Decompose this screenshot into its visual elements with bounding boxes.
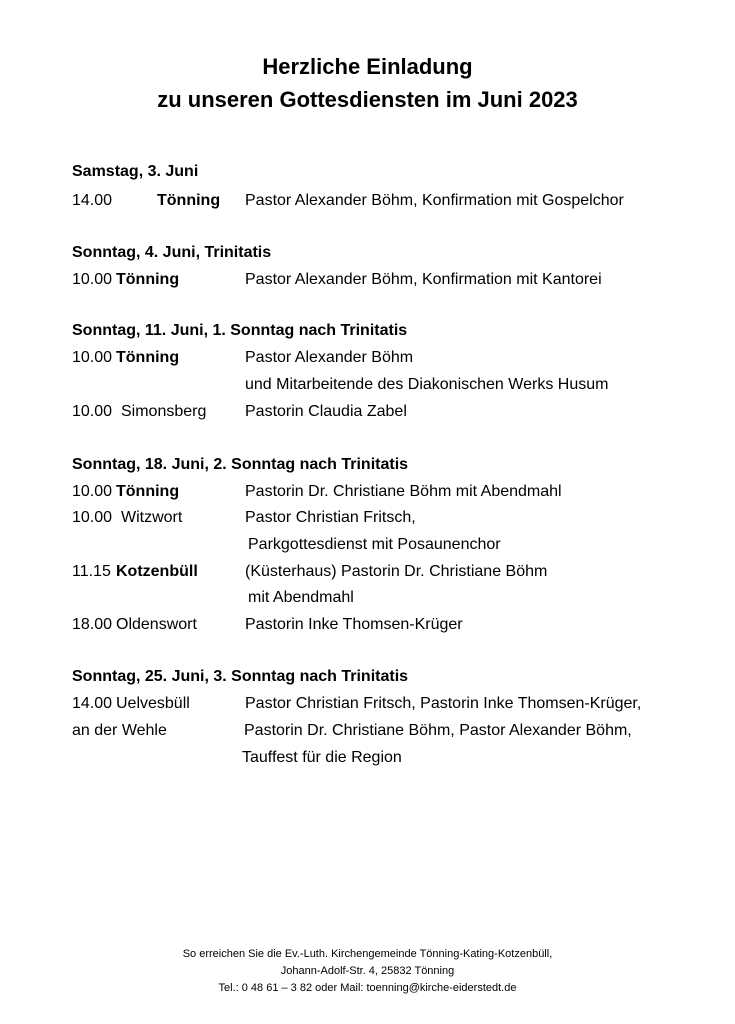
day-heading: Sonntag, 25. Juni, 3. Sonntag nach Trinitatis — [72, 668, 409, 685]
service-description: (Küsterhaus) Pastorin Dr. Christiane Böhm — [245, 563, 548, 580]
service-description: Pastor Alexander Böhm, Konfirmation mit Gospelchor — [245, 192, 624, 209]
page-title-line-1: Herzliche Einladung — [262, 54, 473, 79]
service-description: Pastor Christian Fritsch, — [245, 509, 416, 526]
service-time: 14.00 — [72, 192, 113, 209]
service-description: Pastor Alexander Böhm — [245, 349, 414, 366]
service-time: 10.00 — [72, 483, 113, 500]
service-description: Pastor Alexander Böhm, Konfirmation mit Kantorei — [245, 271, 602, 288]
service-time: 10.00 — [72, 403, 113, 420]
footer-line-3: Tel.: 0 48 61 – 3 82 oder Mail: toenning@kirche-eiderstedt.de — [218, 982, 517, 994]
page-title-line-2: zu unseren Gottesdiensten im Juni 2023 — [157, 87, 578, 112]
service-place: Tönning — [157, 192, 221, 209]
service-description-continued: mit Abendmahl — [248, 589, 354, 606]
service-time: 11.15 — [72, 563, 111, 580]
service-time: 18.00 — [72, 616, 113, 633]
service-place: Witzwort — [121, 509, 183, 526]
service-place: Tönning — [116, 349, 180, 366]
service-place: Simonsberg — [121, 403, 207, 420]
service-time: 10.00 — [72, 349, 113, 366]
service-time: 10.00 — [72, 509, 113, 526]
service-description-continued: und Mitarbeitende des Diakonischen Werks Husum — [245, 376, 609, 393]
service-place: Tönning — [116, 271, 180, 288]
footer-line-2: Johann-Adolf-Str. 4, 25832 Tönning — [280, 965, 455, 977]
service-description: Pastorin Claudia Zabel — [245, 403, 407, 420]
service-time: 10.00 — [72, 271, 113, 288]
service-place: Oldenswort — [116, 616, 197, 633]
service-place: Kotzenbüll — [116, 563, 198, 580]
service-description: Pastorin Inke Thomsen-Krüger — [245, 616, 463, 633]
day-heading: Sonntag, 4. Juni, Trinitatis — [72, 244, 272, 261]
service-description-continued: Tauffest für die Region — [242, 749, 402, 766]
service-description-continued: Pastorin Dr. Christiane Böhm, Pastor Alexander Böhm, — [244, 722, 632, 739]
service-description: Pastor Christian Fritsch, Pastorin Inke Thomsen-Krüger, — [245, 695, 642, 712]
day-heading: Samstag, 3. Juni — [72, 163, 199, 180]
service-time: 14.00 — [72, 695, 113, 712]
day-heading: Sonntag, 11. Juni, 1. Sonntag nach Trinitatis — [72, 322, 408, 339]
day-heading: Sonntag, 18. Juni, 2. Sonntag nach Trinitatis — [72, 456, 409, 473]
footer-line-1: So erreichen Sie die Ev.-Luth. Kirchengemeinde Tönning-Kating-Kotzenbüll, — [182, 948, 553, 960]
service-description-continued: Parkgottesdienst mit Posaunenchor — [248, 536, 501, 553]
service-place: Tönning — [116, 483, 180, 500]
service-place: Uelvesbüll — [116, 695, 190, 712]
service-place-continued: an der Wehle — [72, 722, 167, 739]
service-description: Pastorin Dr. Christiane Böhm mit Abendmahl — [245, 483, 562, 500]
